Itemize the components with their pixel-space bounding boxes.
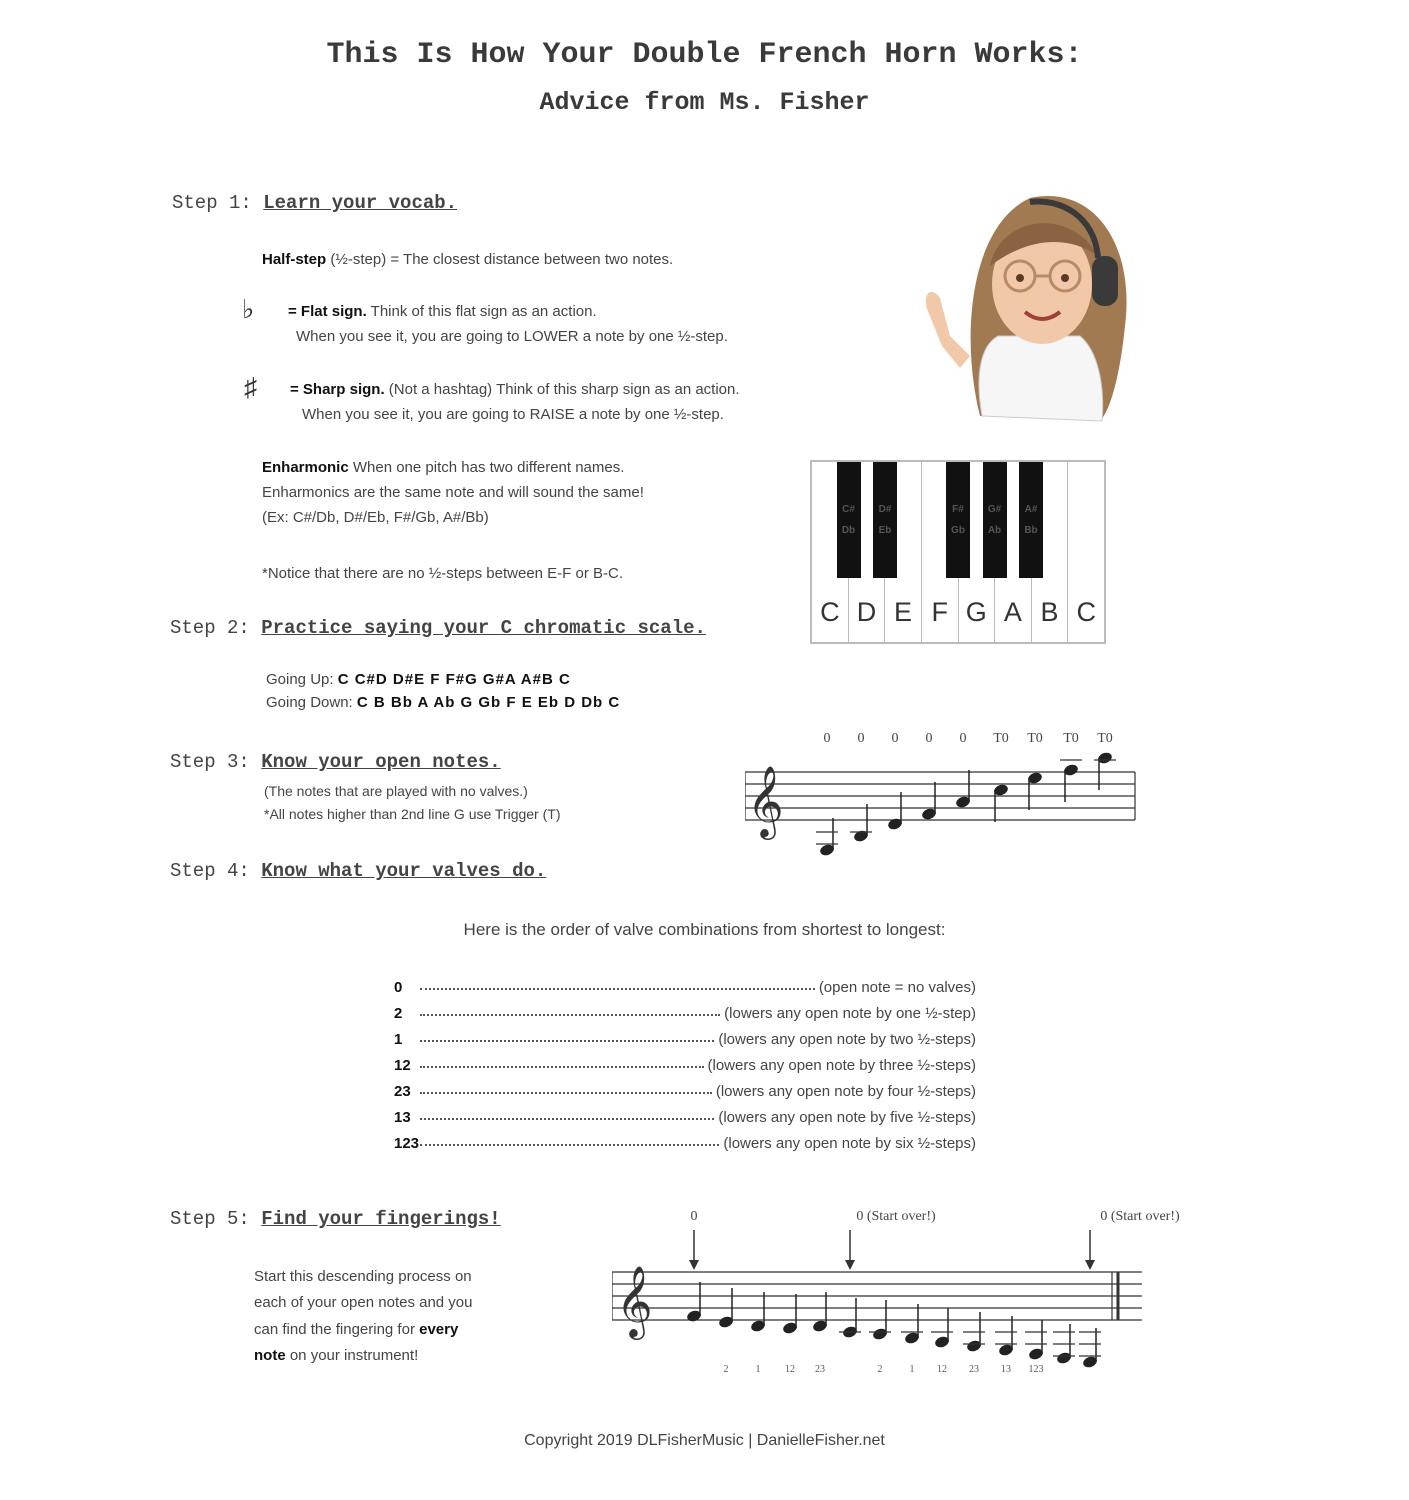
fingering-label: 2 (723, 1364, 729, 1375)
black-key-sharp-label: D# (878, 504, 892, 515)
dotted-leader (420, 1144, 719, 1146)
open-note (993, 783, 1010, 822)
flat-term: = Flat sign. (288, 303, 367, 320)
page-title: This Is How Your Double French Horn Works: (326, 38, 1083, 72)
open-note (921, 782, 938, 821)
open-notes-line1: (The notes that are played with no valves.) (264, 783, 528, 799)
step2-heading (170, 617, 706, 639)
start-over-label: 0 (690, 1209, 698, 1224)
valve-row (394, 1100, 976, 1126)
valve-description: (lowers any open note by six ½-steps) (723, 1135, 976, 1152)
treble-clef-icon: 𝄞 (747, 768, 784, 836)
descending-note (1053, 1324, 1075, 1365)
fingering-label: 23 (815, 1364, 825, 1375)
open-note (850, 804, 872, 843)
step5-title: Find your fingerings! (261, 1208, 501, 1230)
descending-note (782, 1294, 799, 1335)
dotted-leader (420, 1040, 714, 1042)
open-note-valve-label: T0 (1097, 731, 1113, 746)
white-key: B (1032, 462, 1069, 642)
black-key-flat-label: Eb (878, 525, 892, 536)
descending-note (839, 1298, 861, 1339)
open-note (1027, 771, 1044, 810)
valve-row (394, 970, 976, 996)
enharmonic-examples: (Ex: C#/Db, D#/Eb, F#/Gb, A#/Bb) (262, 508, 489, 526)
valve-description: (lowers any open note by four ½-steps) (715, 1083, 976, 1100)
descending-note (931, 1308, 953, 1349)
valve-combination-list (394, 970, 976, 1152)
step5-label: Step 5: (170, 1208, 250, 1230)
step3-title: Know your open notes. (261, 751, 501, 773)
sharp-definition (290, 378, 740, 428)
open-note-valve-label: 0 (891, 731, 899, 746)
white-key: F (922, 462, 959, 642)
valve-row (394, 1048, 976, 1074)
descending-note (995, 1316, 1017, 1357)
sharp-line2: When you see it, you are going to RAISE a note by one ½-step. (302, 405, 724, 423)
step3-label: Step 3: (170, 751, 250, 773)
half-step-term: Half-step (262, 251, 327, 268)
step1-label: Step 1: (172, 192, 252, 214)
enharmonic-note: *Notice that there are no ½-steps between E-F or B-C. (262, 565, 624, 582)
sharp-sign-icon: ♯ (244, 372, 257, 402)
black-key (873, 462, 897, 578)
open-note-valve-label: 0 (925, 731, 933, 746)
enharmonic-term: Enharmonic (262, 459, 349, 476)
down-arrow-icon (845, 1230, 855, 1270)
valve-description: (lowers any open note by three ½-steps) (707, 1057, 976, 1074)
valve-description: (lowers any open note by two ½-steps) (718, 1031, 976, 1048)
descending-note (750, 1292, 767, 1333)
valve-intro: Here is the order of valve combinations from shortest to longest: (463, 920, 946, 939)
black-key (1019, 462, 1043, 578)
black-key (946, 462, 970, 578)
down-arrow-icon (1085, 1230, 1095, 1270)
fingering-instructions (254, 1264, 473, 1369)
sharp-line1: (Not a hashtag) Think of this sharp sign as an action. (388, 381, 740, 398)
fingering-label: 12 (785, 1364, 795, 1375)
copyright-footer: Copyright 2019 DLFisherMusic | DanielleFisher.net (524, 1432, 885, 1449)
valve-combo: 13 (394, 1109, 411, 1126)
open-note-valve-label: T0 (1027, 731, 1043, 746)
enharmonic-definition (262, 456, 644, 530)
descending-note (1079, 1328, 1101, 1369)
white-key: C (812, 462, 849, 642)
flat-definition (288, 300, 728, 350)
descending-note (812, 1292, 829, 1333)
chromatic-scale (266, 668, 620, 715)
open-note (887, 792, 904, 831)
dotted-leader (420, 1066, 704, 1068)
half-step-def: (½-step) = The closest distance between two notes. (330, 251, 674, 268)
valve-combo: 23 (394, 1083, 411, 1100)
piano-keyboard (810, 460, 1106, 644)
open-note-valve-label: 0 (857, 731, 865, 746)
half-step-definition (262, 248, 673, 273)
enharmonic-line1: When one pitch has two different names. (352, 459, 625, 476)
valve-row (394, 1022, 976, 1048)
fingering-line1: Start this descending process on (254, 1268, 472, 1285)
descending-note (963, 1312, 985, 1353)
valve-row (394, 1074, 976, 1100)
dotted-leader (420, 988, 815, 990)
step5-heading (170, 1208, 501, 1230)
enharmonic-line2: Enharmonics are the same note and will sound the same! (262, 483, 644, 501)
flat-sign-icon: ♭ (242, 294, 255, 324)
white-key: E (885, 462, 922, 642)
valve-description: (lowers any open note by five ½-steps) (718, 1109, 976, 1126)
descending-fingering-staff (612, 1198, 1202, 1378)
open-notes-explanation (264, 780, 561, 826)
going-up-label: Going Up: (266, 671, 334, 688)
fingering-every: every (419, 1320, 459, 1338)
dotted-leader (420, 1118, 714, 1120)
fingering-label: 1 (755, 1364, 761, 1375)
sharp-term: = Sharp sign. (290, 381, 385, 398)
fingering-note: note (254, 1346, 286, 1364)
valve-combo: 123 (394, 1135, 420, 1152)
black-key-sharp-label: G# (987, 504, 1002, 515)
fingering-label: 23 (969, 1364, 979, 1375)
open-note (816, 818, 838, 857)
black-keys (812, 462, 1104, 580)
fingering-label: 13 (1001, 1364, 1011, 1375)
white-key: D (849, 462, 886, 642)
fingering-line3: can find the fingering for (254, 1320, 415, 1338)
black-key-flat-label: Bb (1024, 525, 1038, 536)
valve-combo: 2 (394, 1005, 403, 1022)
step1-title: Learn your vocab. (263, 192, 458, 214)
white-key: C (1076, 597, 1096, 627)
dotted-leader (420, 1014, 720, 1016)
fingering-label: 1 (909, 1364, 915, 1375)
fingering-label: 2 (877, 1364, 883, 1375)
going-down-notes: C B Bb A Ab G Gb F E Eb D Db C (356, 694, 621, 712)
black-key-sharp-label: F# (952, 504, 964, 515)
open-note (955, 770, 972, 809)
open-note-valve-label: T0 (993, 731, 1009, 746)
treble-clef-icon: 𝄞 (616, 1268, 653, 1336)
valve-combo: 0 (394, 979, 403, 996)
open-note-valve-label: T0 (1063, 731, 1079, 746)
valve-row (394, 1126, 976, 1152)
teacher-avatar (920, 186, 1140, 426)
going-up-notes: C C#D D#E F F#G G#A A#B C (337, 671, 571, 688)
start-over-label: 0 (Start over!) (856, 1209, 936, 1224)
start-over-label: 0 (Start over!) (1100, 1209, 1180, 1224)
open-notes-line2: *All notes higher than 2nd line G use Trigger (T) (264, 806, 561, 823)
open-note-valve-label: 0 (959, 731, 967, 746)
black-key (837, 462, 861, 578)
descending-note (686, 1282, 703, 1323)
black-key-flat-label: Ab (987, 525, 1002, 536)
fingering-line2: each of your open notes and you (254, 1294, 473, 1312)
step2-title: Practice saying your C chromatic scale. (261, 617, 706, 639)
valve-combo: 1 (394, 1031, 403, 1048)
white-key: G (959, 462, 996, 642)
fingering-line4: on your instrument! (289, 1346, 419, 1364)
step2-label: Step 2: (170, 617, 250, 639)
open-notes-staff (745, 722, 1140, 867)
fingering-label: 12 (937, 1364, 947, 1375)
flat-line2: When you see it, you are going to LOWER a note by one ½-step. (296, 327, 728, 345)
down-arrow-icon (689, 1230, 699, 1270)
step4-title: Know what your valves do. (261, 860, 547, 882)
black-key-sharp-label: A# (1024, 504, 1038, 515)
going-down-label: Going Down: (266, 694, 353, 712)
descending-note (901, 1304, 923, 1345)
dotted-leader (420, 1092, 712, 1094)
valve-description: (open note = no valves) (818, 979, 976, 996)
flat-line1: Think of this flat sign as an action. (370, 303, 597, 320)
descending-note (1025, 1320, 1047, 1361)
black-key (983, 462, 1007, 578)
step4-heading (170, 860, 546, 882)
valve-combo: 12 (394, 1057, 411, 1074)
black-key-flat-label: Db (841, 525, 856, 536)
step1-heading (172, 192, 457, 214)
valve-description: (lowers any open note by one ½-step) (724, 1005, 976, 1022)
fingering-label: 123 (1028, 1364, 1044, 1375)
white-key: A (995, 462, 1032, 642)
step3-heading (170, 751, 501, 773)
black-key-sharp-label: C# (842, 504, 855, 515)
page-subtitle: Advice from Ms. Fisher (539, 88, 870, 117)
open-note-valve-label: 0 (823, 731, 831, 746)
valve-row (394, 996, 976, 1022)
black-key-flat-label: Gb (951, 525, 965, 536)
step4-label: Step 4: (170, 860, 250, 882)
